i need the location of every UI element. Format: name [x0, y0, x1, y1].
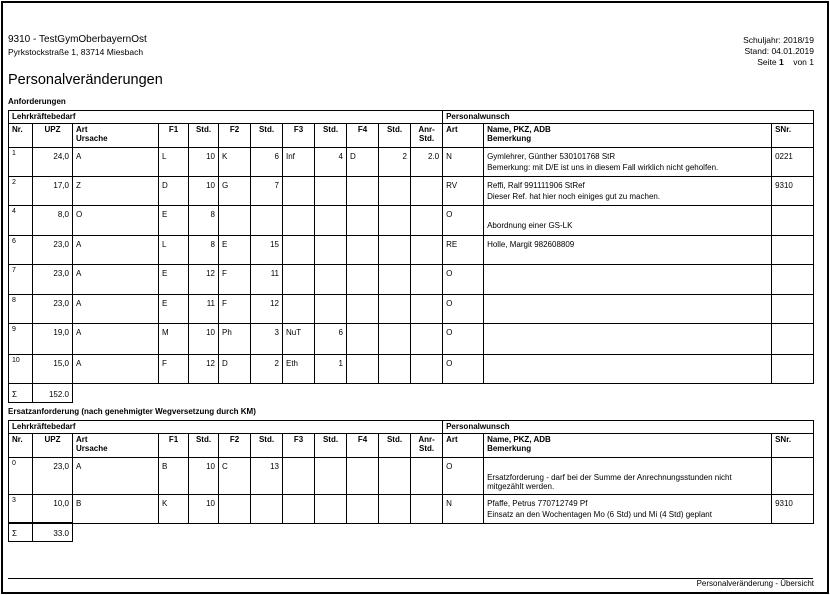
row-f1: M: [159, 324, 189, 355]
col-std1: Std.: [189, 434, 219, 458]
col-anr-line1: Anr-: [418, 125, 435, 134]
row-std2: 11: [251, 265, 283, 295]
row-number: 9: [12, 326, 16, 333]
school-name: 9310 - TestGymOberbayernOst: [8, 34, 147, 45]
row-pw-art: O: [443, 265, 484, 295]
sum-symbol: Σ: [9, 384, 33, 403]
table-row: [9, 495, 814, 524]
row-f1: E: [159, 265, 189, 295]
row-name: [487, 328, 768, 337]
row-std1: 8: [189, 206, 219, 236]
row-number: 7: [12, 267, 16, 274]
row-art: A: [73, 295, 159, 324]
row-upz: 23,0: [33, 458, 73, 495]
sum-ersatz: [8, 522, 73, 542]
row-upz: 17,0: [33, 177, 73, 206]
row-upz: 23,0: [33, 265, 73, 295]
section-title-anforderungen: Anforderungen: [8, 97, 66, 106]
row-std3: 6: [315, 324, 347, 355]
col-f4: F4: [347, 124, 379, 148]
row-f2: F: [219, 295, 251, 324]
row-pw-art: RE: [443, 236, 484, 265]
row-std2: 2: [251, 355, 283, 384]
row-f2: G: [219, 177, 251, 206]
row-name-bemerkung: [484, 355, 772, 384]
row-std2: 12: [251, 295, 283, 324]
col-name: Name, PKZ, ADB: [487, 125, 551, 134]
row-std4: [379, 206, 411, 236]
row-upz: 23,0: [33, 295, 73, 324]
row-std3: [315, 206, 347, 236]
row-nr: [9, 324, 33, 355]
row-upz: 10,0: [33, 495, 73, 524]
row-name-bemerkung: [484, 295, 772, 324]
page-indicator: [743, 57, 814, 68]
row-f4: [347, 177, 379, 206]
col-pw-art: Art: [443, 124, 484, 148]
col-f1: F1: [159, 124, 189, 148]
col-nr: Nr.: [9, 434, 33, 458]
row-number: 1: [12, 150, 16, 157]
row-std1: 8: [189, 236, 219, 265]
row-std2: 7: [251, 177, 283, 206]
row-std2: 3: [251, 324, 283, 355]
row-name: [487, 269, 768, 278]
row-std1: 12: [189, 265, 219, 295]
col-anr-line2: Std.: [418, 444, 435, 453]
sum-value: 33.0: [33, 523, 73, 542]
row-std4: [379, 236, 411, 265]
col-art: Art: [76, 125, 88, 134]
footer-text: Personalveränderung - Übersicht: [696, 579, 814, 588]
school-address: Pyrkstockstraße 1, 83714 Miesbach: [8, 47, 144, 57]
row-std1: 10: [189, 458, 219, 495]
row-number: 2: [12, 179, 16, 186]
row-snr: 9310: [772, 495, 814, 524]
group-personalwunsch: Personalwunsch: [443, 421, 814, 434]
col-f4: F4: [347, 434, 379, 458]
row-bemerkung: Einsatz an den Wochentagen Mo (6 Std) und Mi (4 Std) geplant: [487, 510, 712, 519]
row-f4: [347, 458, 379, 495]
row-bemerkung: Abordnung einer GS-LK: [487, 221, 573, 230]
col-snr: SNr.: [772, 124, 814, 148]
row-snr: 9310: [772, 177, 814, 206]
row-std2: [251, 495, 283, 524]
row-std1: 12: [189, 355, 219, 384]
row-f2: E: [219, 236, 251, 265]
row-f4: [347, 355, 379, 384]
row-f1: F: [159, 355, 189, 384]
row-name-bemerkung: [484, 324, 772, 355]
row-name-bemerkung: [484, 458, 772, 495]
col-std4: Std.: [379, 434, 411, 458]
col-name-bemerkung: [484, 434, 772, 458]
row-f3: Inf: [283, 148, 315, 177]
row-name-bemerkung: [484, 148, 772, 177]
row-anr: [411, 495, 443, 524]
col-nr: Nr.: [9, 124, 33, 148]
row-name-bemerkung: [484, 265, 772, 295]
row-f4: [347, 295, 379, 324]
row-std3: [315, 177, 347, 206]
row-art: A: [73, 324, 159, 355]
row-nr: [9, 148, 33, 177]
row-std1: 11: [189, 295, 219, 324]
row-name-bemerkung: [484, 177, 772, 206]
row-name: Pfaffe, Petrus 770712749 Pf: [487, 499, 588, 508]
row-snr: [772, 324, 814, 355]
row-art: A: [73, 265, 159, 295]
row-number: 4: [12, 208, 16, 215]
row-std2: 6: [251, 148, 283, 177]
row-anr: [411, 458, 443, 495]
table-row: [9, 295, 814, 324]
row-art: A: [73, 148, 159, 177]
row-art: B: [73, 495, 159, 524]
row-anr: [411, 265, 443, 295]
page-total: von 1: [793, 57, 814, 67]
row-snr: [772, 265, 814, 295]
row-std4: [379, 177, 411, 206]
row-number: 0: [12, 460, 16, 467]
row-f2: Ph: [219, 324, 251, 355]
group-lehrkraeftebedarf: Lehrkräftebedarf: [9, 111, 443, 124]
row-std4: [379, 265, 411, 295]
row-upz: 24,0: [33, 148, 73, 177]
row-f3: [283, 265, 315, 295]
table-row: [9, 458, 814, 495]
column-header-row: [9, 124, 814, 148]
col-art: Art: [76, 435, 88, 444]
row-name-bemerkung: [484, 206, 772, 236]
seite-number: 1: [779, 57, 784, 67]
row-f1: E: [159, 295, 189, 324]
row-name: [487, 299, 768, 308]
row-art: A: [73, 236, 159, 265]
row-std3: [315, 265, 347, 295]
row-f2: F: [219, 265, 251, 295]
col-f3: F3: [283, 434, 315, 458]
col-ursache: Ursache: [76, 444, 108, 453]
row-f3: [283, 177, 315, 206]
table-row: [9, 355, 814, 384]
row-std2: [251, 206, 283, 236]
row-pw-art: O: [443, 295, 484, 324]
row-f1: K: [159, 495, 189, 524]
row-f4: [347, 324, 379, 355]
row-f4: [347, 236, 379, 265]
group-header-row: [9, 111, 814, 124]
row-nr: [9, 495, 33, 524]
row-std3: 1: [315, 355, 347, 384]
row-f4: D: [347, 148, 379, 177]
table-row: [9, 177, 814, 206]
row-pw-art: O: [443, 458, 484, 495]
row-number: 8: [12, 297, 16, 304]
row-f2: K: [219, 148, 251, 177]
row-std1: 10: [189, 177, 219, 206]
row-name-bemerkung: [484, 236, 772, 265]
col-ursache: Ursache: [76, 134, 108, 143]
col-f3: F3: [283, 124, 315, 148]
row-std1: 10: [189, 495, 219, 524]
seite-label: Seite: [757, 57, 777, 67]
row-f3: [283, 236, 315, 265]
row-art: O: [73, 206, 159, 236]
row-anr: [411, 206, 443, 236]
row-std4: [379, 324, 411, 355]
col-std4: Std.: [379, 124, 411, 148]
row-pw-art: N: [443, 495, 484, 524]
col-std2: Std.: [251, 434, 283, 458]
row-nr: [9, 265, 33, 295]
schuljahr: Schuljahr: 2018/19: [743, 35, 814, 45]
row-anr: [411, 355, 443, 384]
row-upz: 19,0: [33, 324, 73, 355]
row-std1: 10: [189, 148, 219, 177]
col-std1: Std.: [189, 124, 219, 148]
row-snr: [772, 206, 814, 236]
row-number: 10: [12, 357, 20, 364]
col-bemerkung: Bemerkung: [487, 444, 532, 453]
group-lehrkraeftebedarf: Lehrkräftebedarf: [9, 421, 443, 434]
row-art: A: [73, 355, 159, 384]
row-name: Gymlehrer, Günther 530101768 StR: [487, 152, 616, 161]
row-nr: [9, 206, 33, 236]
sum-symbol: Σ: [9, 523, 33, 542]
row-std2: 13: [251, 458, 283, 495]
row-snr: [772, 236, 814, 265]
row-anr: [411, 177, 443, 206]
col-upz: UPZ: [33, 124, 73, 148]
group-personalwunsch: Personalwunsch: [443, 111, 814, 124]
row-std1: 10: [189, 324, 219, 355]
row-upz: 23,0: [33, 236, 73, 265]
row-name: Reffi, Ralf 991111906 StRef: [487, 181, 585, 190]
row-f3: [283, 206, 315, 236]
row-f2: [219, 206, 251, 236]
row-bemerkung: Bemerkung: mit D/E ist uns in diesem Fall wirklich nicht geholfen.: [487, 163, 719, 172]
report-meta: [743, 35, 814, 68]
sum-value: 152.0: [33, 384, 73, 403]
col-pw-art: Art: [443, 434, 484, 458]
row-upz: 8,0: [33, 206, 73, 236]
row-snr: [772, 355, 814, 384]
row-f3: [283, 295, 315, 324]
row-f2: [219, 495, 251, 524]
row-anr: [411, 236, 443, 265]
row-f3: [283, 458, 315, 495]
row-f3: Eth: [283, 355, 315, 384]
row-upz: 15,0: [33, 355, 73, 384]
row-number: 6: [12, 238, 16, 245]
col-f1: F1: [159, 434, 189, 458]
row-std3: [315, 236, 347, 265]
row-anr: [411, 324, 443, 355]
col-upz: UPZ: [33, 434, 73, 458]
row-std3: [315, 295, 347, 324]
ersatz-table: [8, 420, 814, 524]
col-std3: Std.: [315, 434, 347, 458]
row-name: Holle, Margit 982608809: [487, 240, 575, 249]
row-nr: [9, 295, 33, 324]
row-f2: C: [219, 458, 251, 495]
page-title: Personalveränderungen: [8, 72, 163, 88]
col-anr-line1: Anr-: [418, 435, 435, 444]
row-std4: [379, 495, 411, 524]
col-anr: [411, 124, 443, 148]
row-name: [487, 359, 768, 368]
row-pw-art: O: [443, 324, 484, 355]
col-f2: F2: [219, 434, 251, 458]
section-title-ersatz: Ersatzanforderung (nach genehmigter Wegversetzung durch KM): [8, 407, 256, 416]
row-pw-art: N: [443, 148, 484, 177]
row-art: A: [73, 458, 159, 495]
row-f1: B: [159, 458, 189, 495]
row-pw-art: RV: [443, 177, 484, 206]
col-bemerkung: Bemerkung: [487, 134, 532, 143]
row-snr: [772, 458, 814, 495]
row-snr: [772, 295, 814, 324]
col-name-bemerkung: [484, 124, 772, 148]
row-pw-art: O: [443, 355, 484, 384]
row-f4: [347, 495, 379, 524]
row-std4: 2: [379, 148, 411, 177]
row-f1: E: [159, 206, 189, 236]
table-row: [9, 265, 814, 295]
row-f4: [347, 265, 379, 295]
anforderungen-table: [8, 110, 814, 384]
sum-anforderungen: [8, 383, 73, 403]
row-name: [487, 210, 768, 219]
col-art-ursache: [73, 124, 159, 148]
row-anr: [411, 295, 443, 324]
col-std2: Std.: [251, 124, 283, 148]
column-header-row: [9, 434, 814, 458]
row-std2: 15: [251, 236, 283, 265]
col-anr: [411, 434, 443, 458]
row-nr: [9, 177, 33, 206]
row-std3: 4: [315, 148, 347, 177]
table-row: [9, 148, 814, 177]
table-row: [9, 206, 814, 236]
col-snr: SNr.: [772, 434, 814, 458]
row-pw-art: O: [443, 206, 484, 236]
col-std3: Std.: [315, 124, 347, 148]
group-header-row: [9, 421, 814, 434]
row-name: [487, 462, 768, 471]
row-f1: L: [159, 148, 189, 177]
row-f3: [283, 495, 315, 524]
row-f3: NuT: [283, 324, 315, 355]
row-f4: [347, 206, 379, 236]
row-std4: [379, 458, 411, 495]
col-anr-line2: Std.: [418, 134, 435, 143]
row-f2: D: [219, 355, 251, 384]
row-bemerkung: Dieser Ref. hat hier noch einiges gut zu machen.: [487, 192, 661, 201]
row-f1: L: [159, 236, 189, 265]
table-row: [9, 236, 814, 265]
school-header: [8, 34, 147, 58]
row-f1: D: [159, 177, 189, 206]
row-std4: [379, 355, 411, 384]
row-nr: [9, 355, 33, 384]
row-std3: [315, 458, 347, 495]
row-art: Z: [73, 177, 159, 206]
table-row: [9, 324, 814, 355]
row-std3: [315, 495, 347, 524]
row-snr: 0221: [772, 148, 814, 177]
row-anr: 2.0: [411, 148, 443, 177]
col-art-ursache: [73, 434, 159, 458]
row-name-bemerkung: [484, 495, 772, 524]
row-nr: [9, 458, 33, 495]
footer-divider: [8, 578, 813, 579]
stand-date: Stand: 04.01.2019: [744, 46, 814, 56]
row-number: 3: [12, 497, 16, 504]
row-bemerkung: Ersatzforderung - darf bei der Summe der Anrechnungsstunden nicht mitgezählt werden.: [487, 473, 732, 491]
row-nr: [9, 236, 33, 265]
col-name: Name, PKZ, ADB: [487, 435, 551, 444]
col-f2: F2: [219, 124, 251, 148]
row-std4: [379, 295, 411, 324]
